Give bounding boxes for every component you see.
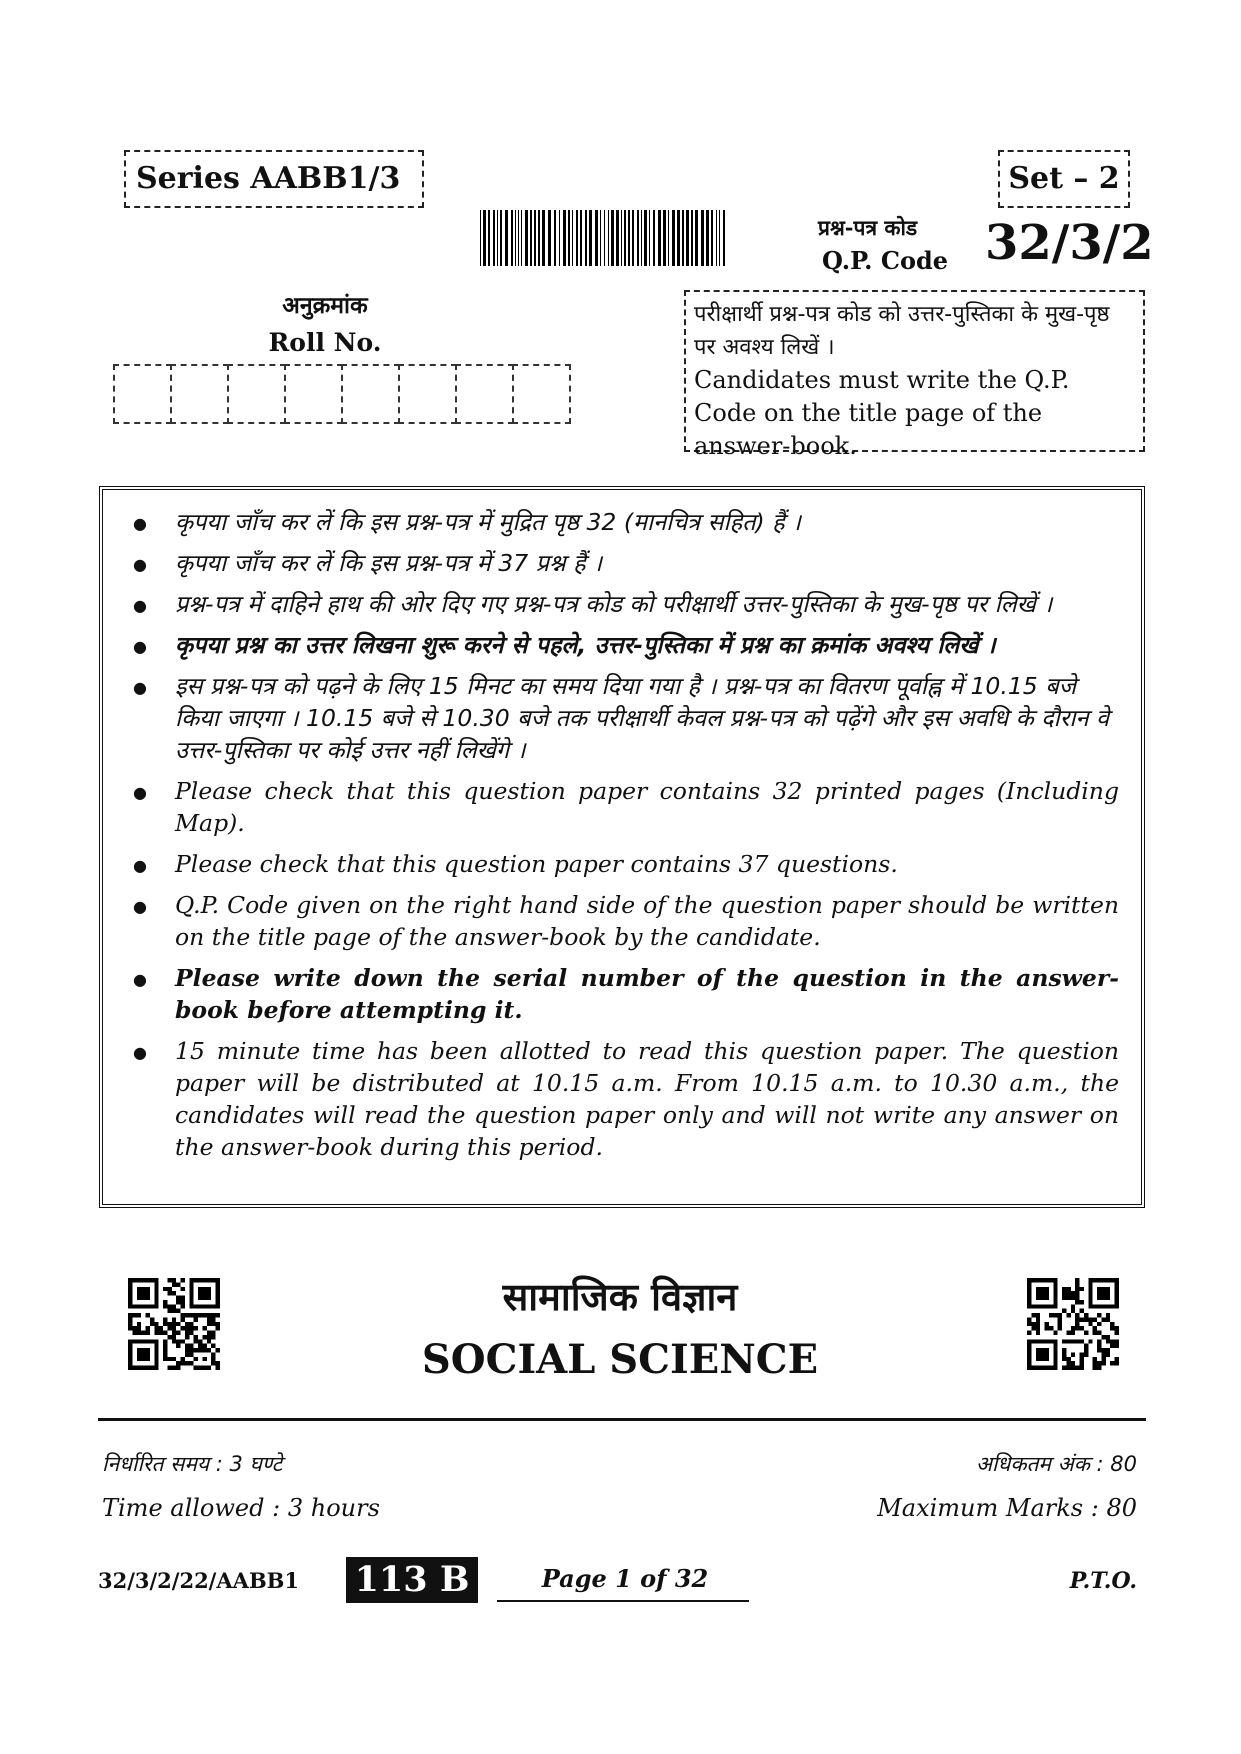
instruction-hindi-3: ● प्रश्न-पत्र में दाहिने हाथ की ओर दिए गए प्रश्न-पत्र कोड को परीक्षार्थी उत्तर-पुस्तिका के मुख-पृष्ठ पर लिखें ।: [125, 588, 1119, 620]
roll-no-cell[interactable]: [398, 364, 457, 424]
instruction-english-1: ● Please check that this question paper contains 32 printed pages (Including Map).: [125, 775, 1119, 839]
qp-code-hindi-label: प्रश्न-पत्र कोड: [818, 215, 918, 240]
roll-no-label: Roll No.: [268, 328, 382, 357]
time-allowed: Time allowed : 3 hours: [102, 1494, 380, 1522]
maximum-marks: Maximum Marks : 80: [877, 1494, 1137, 1522]
qr-code-left: [128, 1278, 220, 1370]
instruction-english-4: ● Please write down the serial number of the question in the answer-book before attempting it.: [125, 962, 1119, 1026]
instruction-english-3: ● Q.P. Code given on the right hand side of the question paper should be written on the title page of the answer-book by the candidate.: [125, 889, 1119, 953]
qp-code-value: 32/3/2: [985, 215, 1154, 271]
maximum-marks-hindi: अधिकतम अंक : 80: [975, 1452, 1137, 1476]
notice-hindi: परीक्षार्थी प्रश्न-पत्र कोड को उत्तर-पुस्तिका के मुख-पृष्ठ पर अवश्य लिखें ।: [694, 302, 1110, 360]
instruction-english-2: ● Please check that this question paper contains 37 questions.: [125, 848, 1119, 880]
roll-no-cell[interactable]: [455, 364, 514, 424]
subject-title: SOCIAL SCIENCE: [421, 1336, 819, 1383]
qp-code-label: Q.P. Code: [822, 246, 949, 275]
series-label: Series AABB1/3: [124, 150, 424, 208]
roll-no-cell[interactable]: [170, 364, 229, 424]
instruction-english-5: ● 15 minute time has been allotted to read this question paper. The question paper will be distributed at 10.15 a.m. From 10.15 a.m. to 10.30 a.m., the candidates will read the question paper only and will not write any answer on the answer-book during this period.: [125, 1035, 1119, 1163]
roll-no-cell[interactable]: [113, 364, 172, 424]
time-allowed-hindi: निर्धारित समय : 3 घण्टे: [102, 1452, 283, 1476]
paper-badge: 113 B: [346, 1557, 478, 1603]
instruction-hindi-4: ● कृपया प्रश्न का उत्तर लिखना शुरू करने से पहले, उत्तर-पुस्तिका में प्रश्न का क्रमांक अवश्य लिखें ।: [125, 629, 1119, 661]
page-number-underline: [497, 1600, 749, 1602]
roll-no-boxes: [113, 364, 569, 424]
divider: [98, 1418, 1146, 1421]
notice-english: Candidates must write the Q.P. Code on the title page of the answer-book.: [694, 366, 1070, 460]
instruction-hindi-5: ● इस प्रश्न-पत्र को पढ़ने के लिए 15 मिनट का समय दिया गया है । प्रश्न-पत्र का वितरण पूर्वाह्न में 10.15 बजे किया जाएगा । 10.15 बजे से 10.30 बजे तक परीक्षार्थी केवल प्रश्न-पत्र को पढ़ेंगे और इस अवधि के दौरान वे उत्तर-पुस्तिका पर कोई उत्तर नहीं लिखेंगे ।: [125, 670, 1119, 766]
roll-no-cell[interactable]: [227, 364, 286, 424]
instruction-hindi-1: ● कृपया जाँच कर लें कि इस प्रश्न-पत्र में मुद्रित पृष्ठ 32 (मानचित्र सहित) हैं ।: [125, 506, 1119, 538]
instructions-box: [99, 486, 1145, 1208]
instruction-hindi-2: ● कृपया जाँच कर लें कि इस प्रश्न-पत्र में 37 प्रश्न हैं ।: [125, 547, 1119, 579]
page-number: Page 1 of 32: [541, 1564, 709, 1593]
instructions-list: [125, 506, 1119, 1163]
set-label: Set – 2: [998, 150, 1130, 208]
subject-title-hindi: सामाजिक विज्ञान: [502, 1275, 738, 1319]
qr-code-right: [1027, 1278, 1119, 1370]
qp-code-notice: [684, 290, 1145, 460]
roll-no-cell[interactable]: [512, 364, 571, 424]
roll-no-cell[interactable]: [341, 364, 400, 424]
roll-no-hindi-label: अनुक्रमांक: [282, 292, 368, 319]
roll-no-cell[interactable]: [284, 364, 343, 424]
barcode: [480, 210, 725, 266]
paper-code: 32/3/2/22/AABB1: [98, 1568, 300, 1593]
pto-label: P.T.O.: [1069, 1568, 1137, 1594]
